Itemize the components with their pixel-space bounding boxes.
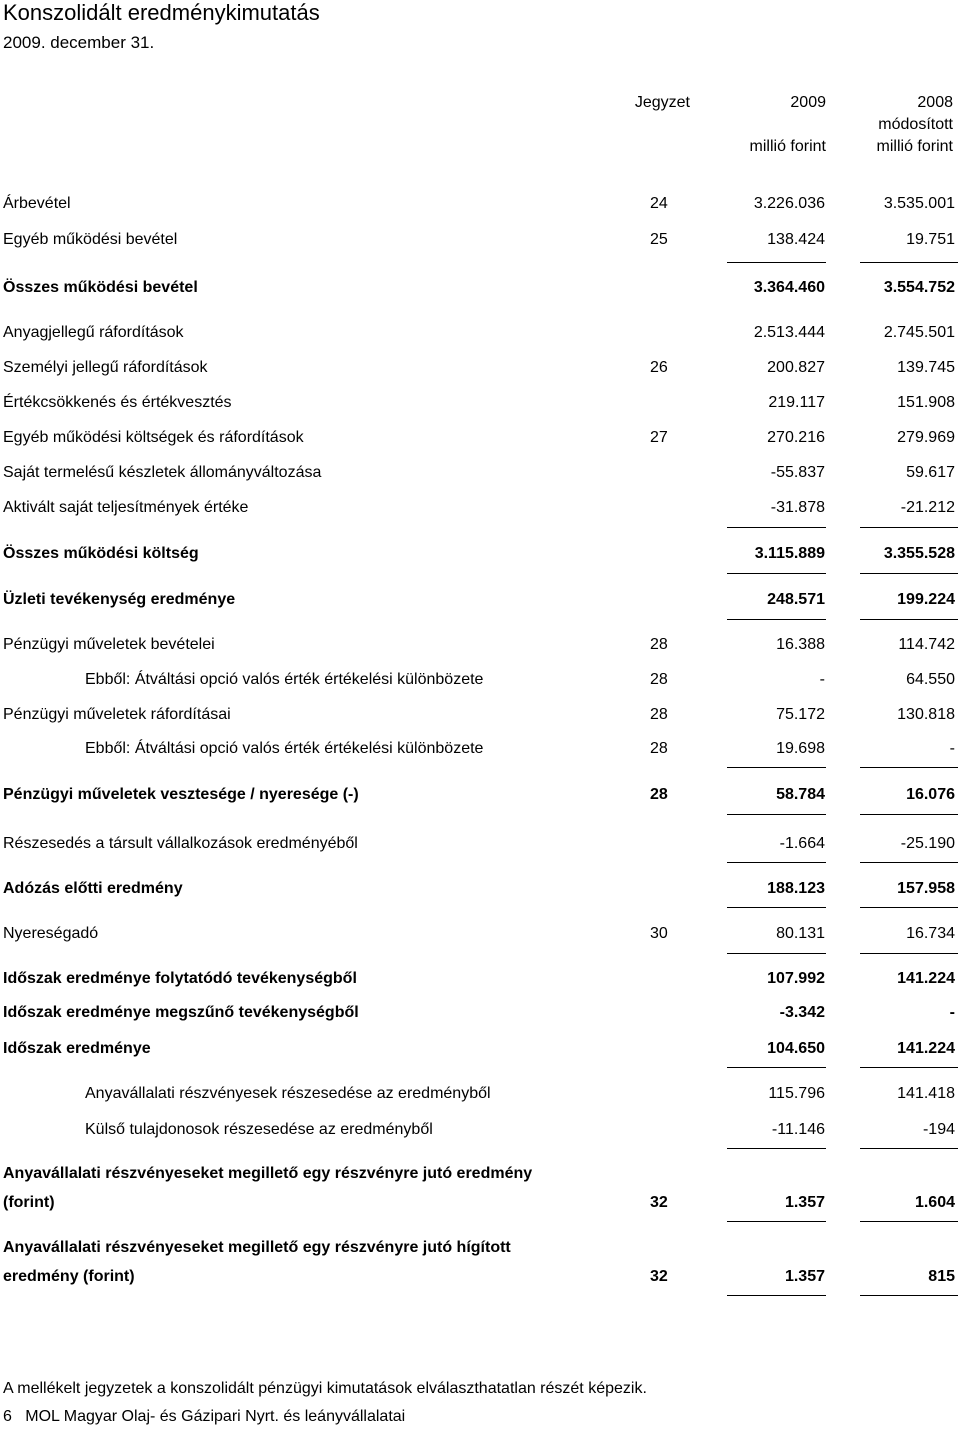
row-label: eredmény (forint) <box>3 1268 135 1285</box>
row-value-2008: 151.908 <box>897 394 955 411</box>
row-value-2009: 75.172 <box>776 706 825 723</box>
row-note: 28 <box>650 671 668 688</box>
table-row-total <box>0 591 960 615</box>
row-label: Anyavállalati részvényeseket megillető egy részvényre jutó eredmény <box>3 1165 533 1182</box>
row-label: Időszak eredménye megszűnő tevékenységből <box>3 1004 359 1021</box>
row-note: 24 <box>650 195 668 212</box>
row-value-2008: 2.745.501 <box>883 324 955 341</box>
row-note: 28 <box>650 636 668 653</box>
subtotal-rule-2009 <box>727 862 826 863</box>
subtotal-rule-2008 <box>860 262 958 263</box>
subtotal-rule-2009 <box>727 619 826 620</box>
subtotal-rule-2009 <box>727 573 826 574</box>
row-label: Ebből: Átváltási opció valós érték értékelési különbözete <box>85 671 484 688</box>
row-value-2009: 3.115.889 <box>754 545 825 562</box>
subtotal-rule-2008 <box>860 573 958 574</box>
table-row <box>0 636 960 660</box>
table-row-total <box>0 279 960 303</box>
column-header-2009-blank <box>720 114 826 136</box>
table-row-subitem <box>0 1121 960 1145</box>
row-value-2008: 64.550 <box>906 671 955 688</box>
row-value-2009: 2.513.444 <box>753 324 825 341</box>
row-value-2009: -55.837 <box>770 464 825 481</box>
row-value-2009: 80.131 <box>776 925 825 942</box>
subtotal-rule-2008 <box>860 814 958 815</box>
row-value-2008: 141.224 <box>897 1040 955 1057</box>
row-value-2009: 138.424 <box>767 231 825 248</box>
row-note: 32 <box>650 1194 668 1211</box>
subtotal-rule-2009 <box>727 262 826 263</box>
row-value-2008: 199.224 <box>897 591 955 608</box>
table-row <box>0 464 960 488</box>
column-header-2008-year: 2008 <box>917 94 953 111</box>
subtotal-rule-2009 <box>727 1148 826 1149</box>
subtotal-rule-2009 <box>727 953 826 954</box>
row-value-2008: 157.958 <box>897 880 955 897</box>
table-row <box>0 195 960 219</box>
row-value-2009: 200.827 <box>767 359 825 376</box>
column-header-note <box>610 92 690 114</box>
footer-statement: A mellékelt jegyzetek a konszolidált pénzügyi kimutatások elválaszthatatlan részét képezik. <box>3 1380 647 1397</box>
table-row-subitem <box>0 740 960 764</box>
table-row <box>0 394 960 418</box>
row-label: Pénzügyi műveletek ráfordításai <box>3 706 231 723</box>
row-value-2008: -194 <box>922 1121 955 1138</box>
subtotal-rule-2008 <box>860 1295 958 1296</box>
row-value-2008: - <box>949 740 955 757</box>
row-label: Értékcsökkenés és értékvesztés <box>3 394 232 411</box>
subtotal-rule-2008 <box>860 1067 958 1068</box>
column-header-2008-restated: módosított <box>878 116 953 133</box>
row-value-2008: 139.745 <box>897 359 955 376</box>
row-label: Személyi jellegű ráfordítások <box>3 359 208 376</box>
row-value-2009: 270.216 <box>767 429 825 446</box>
row-value-2008: 279.969 <box>897 429 955 446</box>
row-label: Időszak eredménye <box>3 1040 151 1057</box>
row-label: Egyéb működési bevétel <box>3 231 178 248</box>
subtotal-rule-2009 <box>727 767 826 768</box>
row-value-2008: 3.535.001 <box>883 195 955 212</box>
row-label: Árbevétel <box>3 195 71 212</box>
column-header-2009-year: 2009 <box>790 94 826 111</box>
table-row <box>0 925 960 949</box>
row-value-2009: 58.784 <box>776 786 825 803</box>
row-value-2008: 114.742 <box>898 636 955 653</box>
column-header-2008-unit: millió forint <box>876 138 953 155</box>
subtotal-rule-2008 <box>860 862 958 863</box>
row-note: 27 <box>650 429 668 446</box>
table-row <box>0 324 960 348</box>
row-label: Pénzügyi műveletek bevételei <box>3 636 215 653</box>
row-value-2009: -3.342 <box>779 1004 825 1021</box>
table-row-total <box>0 880 960 904</box>
row-value-2009: 107.992 <box>767 970 825 987</box>
subtotal-rule-2008 <box>860 1148 958 1149</box>
row-value-2008: -21.212 <box>900 499 955 516</box>
row-label: Részesedés a társult vállalkozások eredményéből <box>3 835 358 852</box>
table-row-total <box>0 1239 960 1263</box>
subtotal-rule-2009 <box>727 907 826 908</box>
row-value-2009: 19.698 <box>776 740 825 757</box>
table-row-total <box>0 545 960 569</box>
row-label: Üzleti tevékenység eredménye <box>3 591 236 608</box>
row-value-2008: 16.734 <box>906 925 955 942</box>
row-label: Ebből: Átváltási opció valós érték értékelési különbözete <box>85 740 484 757</box>
row-value-2009: 115.796 <box>768 1085 825 1102</box>
subtotal-rule-2008 <box>860 767 958 768</box>
row-label: Pénzügyi műveletek vesztesége / nyeresége (-) <box>3 786 359 803</box>
row-value-2009: 1.357 <box>784 1194 825 1211</box>
row-value-2009: 16.388 <box>776 636 825 653</box>
table-row <box>0 835 960 859</box>
subtotal-rule-2009 <box>727 814 826 815</box>
subtotal-rule-2008 <box>860 907 958 908</box>
row-label: Saját termelésű készletek állományváltozása <box>3 464 322 481</box>
row-label: Időszak eredménye folytatódó tevékenységből <box>3 970 357 987</box>
row-value-2009: 3.364.460 <box>753 279 825 296</box>
row-value-2009: 248.571 <box>767 591 825 608</box>
table-row-total <box>0 786 960 810</box>
table-row <box>0 359 960 383</box>
column-header-2009 <box>720 92 826 158</box>
row-value-2009: -1.664 <box>779 835 825 852</box>
row-label: Anyavállalati részvényesek részesedése az eredményből <box>85 1085 491 1102</box>
subtotal-rule-2009 <box>727 1221 826 1222</box>
row-value-2008: 1.604 <box>914 1194 955 1211</box>
row-label: Nyereségadó <box>3 925 99 942</box>
row-label: Aktivált saját teljesítmények értéke <box>3 499 249 516</box>
subtotal-rule-2008 <box>860 1221 958 1222</box>
table-row-total <box>0 1165 960 1189</box>
row-label: Anyagjellegű ráfordítások <box>3 324 184 341</box>
table-row-total <box>0 1268 960 1292</box>
row-note: 28 <box>650 706 668 723</box>
table-row <box>0 706 960 730</box>
page-title: Konszolidált eredménykimutatás <box>3 0 320 25</box>
table-row-total <box>0 970 960 994</box>
subtotal-rule-2009 <box>727 1067 826 1068</box>
subtotal-rule-2008 <box>860 953 958 954</box>
subtotal-rule-2008 <box>860 527 958 528</box>
table-row <box>0 429 960 453</box>
table-row <box>0 499 960 523</box>
row-value-2008: 3.554.752 <box>883 279 955 296</box>
row-label: Összes működési költség <box>3 545 199 562</box>
column-header-2009-unit: millió forint <box>749 138 826 155</box>
table-row-total <box>0 1040 960 1064</box>
row-label: Külső tulajdonosok részesedése az eredményből <box>85 1121 433 1138</box>
footer-page-line: 6 MOL Magyar Olaj- és Gázipari Nyrt. és leányvállalatai <box>3 1408 406 1425</box>
row-value-2008: 59.617 <box>906 464 955 481</box>
row-value-2008: 815 <box>928 1268 955 1285</box>
row-value-2008: 19.751 <box>906 231 955 248</box>
row-note: 32 <box>650 1268 668 1285</box>
row-value-2009: 188.123 <box>767 880 825 897</box>
table-row-subitem <box>0 671 960 695</box>
table-row-subitem <box>0 1085 960 1109</box>
row-value-2008: 3.355.528 <box>883 545 955 562</box>
table-row <box>0 231 960 255</box>
row-value-2009: 219.117 <box>768 394 825 411</box>
row-note: 28 <box>650 740 668 757</box>
table-row-total <box>0 1194 960 1218</box>
column-header-2008 <box>840 92 953 158</box>
column-header-note-label: Jegyzet <box>634 94 690 111</box>
row-value-2009: 104.650 <box>767 1040 825 1057</box>
row-value-2009: -31.878 <box>770 499 825 516</box>
row-note: 26 <box>650 359 668 376</box>
row-value-2008: 16.076 <box>906 786 955 803</box>
row-label: Összes működési bevétel <box>3 279 198 296</box>
row-value-2009: 3.226.036 <box>753 195 825 212</box>
subtotal-rule-2008 <box>860 619 958 620</box>
row-note: 30 <box>650 925 668 942</box>
row-value-2008: 130.818 <box>897 706 955 723</box>
subtotal-rule-2009 <box>727 1295 826 1296</box>
row-label: Anyavállalati részvényeseket megillető egy részvényre jutó hígított <box>3 1239 511 1256</box>
subtotal-rule-2009 <box>727 527 826 528</box>
row-note: 28 <box>650 786 668 803</box>
row-value-2008: 141.418 <box>897 1085 955 1102</box>
row-value-2008: 141.224 <box>897 970 955 987</box>
row-value-2009: 1.357 <box>784 1268 825 1285</box>
page-subtitle: 2009. december 31. <box>3 33 155 52</box>
row-value-2008: -25.190 <box>900 835 955 852</box>
row-label: (forint) <box>3 1194 55 1211</box>
row-label: Adózás előtti eredmény <box>3 880 183 897</box>
row-label: Egyéb működési költségek és ráfordítások <box>3 429 304 446</box>
row-value-2009: -11.146 <box>771 1121 825 1138</box>
row-value-2008: - <box>949 1004 955 1021</box>
row-value-2009: - <box>819 671 825 688</box>
table-row-total <box>0 1004 960 1028</box>
row-note: 25 <box>650 231 668 248</box>
